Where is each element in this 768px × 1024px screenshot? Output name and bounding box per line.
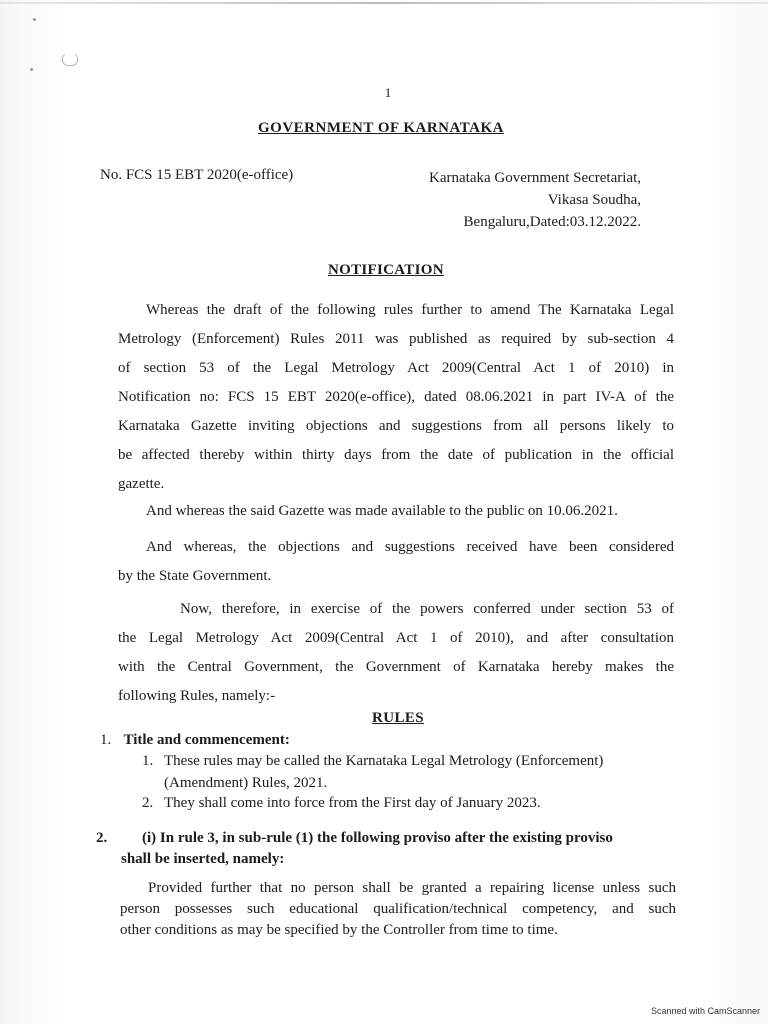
text-line: be affected thereby within thirty days from the date of publication in the official [118, 447, 674, 463]
text-line: with the Central Government, the Government of Karnataka hereby makes the [118, 659, 674, 675]
section-2 [96, 828, 686, 870]
scan-speck [33, 18, 36, 21]
page-number: 1 [384, 85, 392, 100]
text-line: Provided further that no person shall be granted a repairing license unless such [148, 880, 676, 896]
section-heading-text: shall be inserted, namely: [121, 851, 285, 867]
item-number: 1. [142, 753, 154, 769]
section-number: 1. [100, 732, 112, 748]
section-1-heading [100, 732, 290, 749]
section-heading-text: Title and commencement: [123, 732, 290, 748]
section-heading-text: (i) In rule 3, in sub-rule (1) the following proviso after the existing proviso [142, 830, 613, 846]
item-text: These rules may be called the Karnataka Legal Metrology (Enforcement) [164, 753, 604, 769]
paragraph-objections [118, 533, 674, 591]
text-line: of section 53 of the Legal Metrology Act 2009(Central Act 1 of 2010) in [118, 360, 674, 376]
text-line: Metrology (Enforcement) Rules 2011 was published as required by sub-section 4 [118, 331, 674, 347]
scan-speck [30, 68, 33, 71]
text-line: by the State Government. [118, 568, 272, 584]
paragraph-whereas-draft [118, 296, 674, 499]
address-line: Karnataka Government Secretariat, [429, 170, 641, 186]
punch-hole-mark [62, 52, 78, 66]
notification-title: NOTIFICATION [328, 262, 444, 278]
text-line: other conditions as may be specified by the Controller from time to time. [120, 922, 558, 938]
section-number: 2. [96, 830, 108, 846]
government-title: GOVERNMENT OF KARNATAKA [258, 120, 504, 136]
text-line: Notification no: FCS 15 EBT 2020(e-office), dated 08.06.2021 in part IV-A of the [118, 389, 674, 405]
scan-edge-line [0, 2, 768, 4]
paragraph-now-therefore [118, 595, 674, 711]
scanner-watermark: Scanned with CamScanner [650, 1006, 760, 1016]
address-line: Bengaluru,Dated:03.12.2022. [463, 214, 641, 230]
item-text: (Amendment) Rules, 2021. [164, 775, 328, 791]
proviso-paragraph [120, 878, 676, 941]
text-line: Karnataka Gazette inviting objections and suggestions from all persons likely to [118, 418, 674, 434]
order-number: No. FCS 15 EBT 2020(e-office) [100, 167, 294, 183]
item-number: 2. [142, 795, 154, 811]
rules-title: RULES [372, 710, 425, 726]
section-1-item [142, 792, 687, 814]
address-block [429, 167, 641, 233]
text-line: the Legal Metrology Act 2009(Central Act 1 of 2010), and after consultation [118, 630, 674, 646]
text-line: person possesses such educational qualification/technical competency, and such [120, 901, 676, 917]
text-line: following Rules, namely:- [118, 688, 276, 704]
text-line: gazette. [118, 476, 165, 492]
section-1-item [142, 750, 687, 794]
item-text: They shall come into force from the First day of January 2023. [164, 795, 541, 811]
text-line: And whereas the said Gazette was made available to the public on 10.06.2021. [146, 503, 618, 519]
text-line: Whereas the draft of the following rules further to amend The Karnataka Legal [146, 302, 674, 318]
text-line: And whereas, the objections and suggestions received have been considered [146, 539, 674, 555]
paragraph-gazette-available [118, 497, 674, 526]
text-line: Now, therefore, in exercise of the powers conferred under section 53 of [180, 601, 674, 617]
address-line: Vikasa Soudha, [547, 192, 641, 208]
